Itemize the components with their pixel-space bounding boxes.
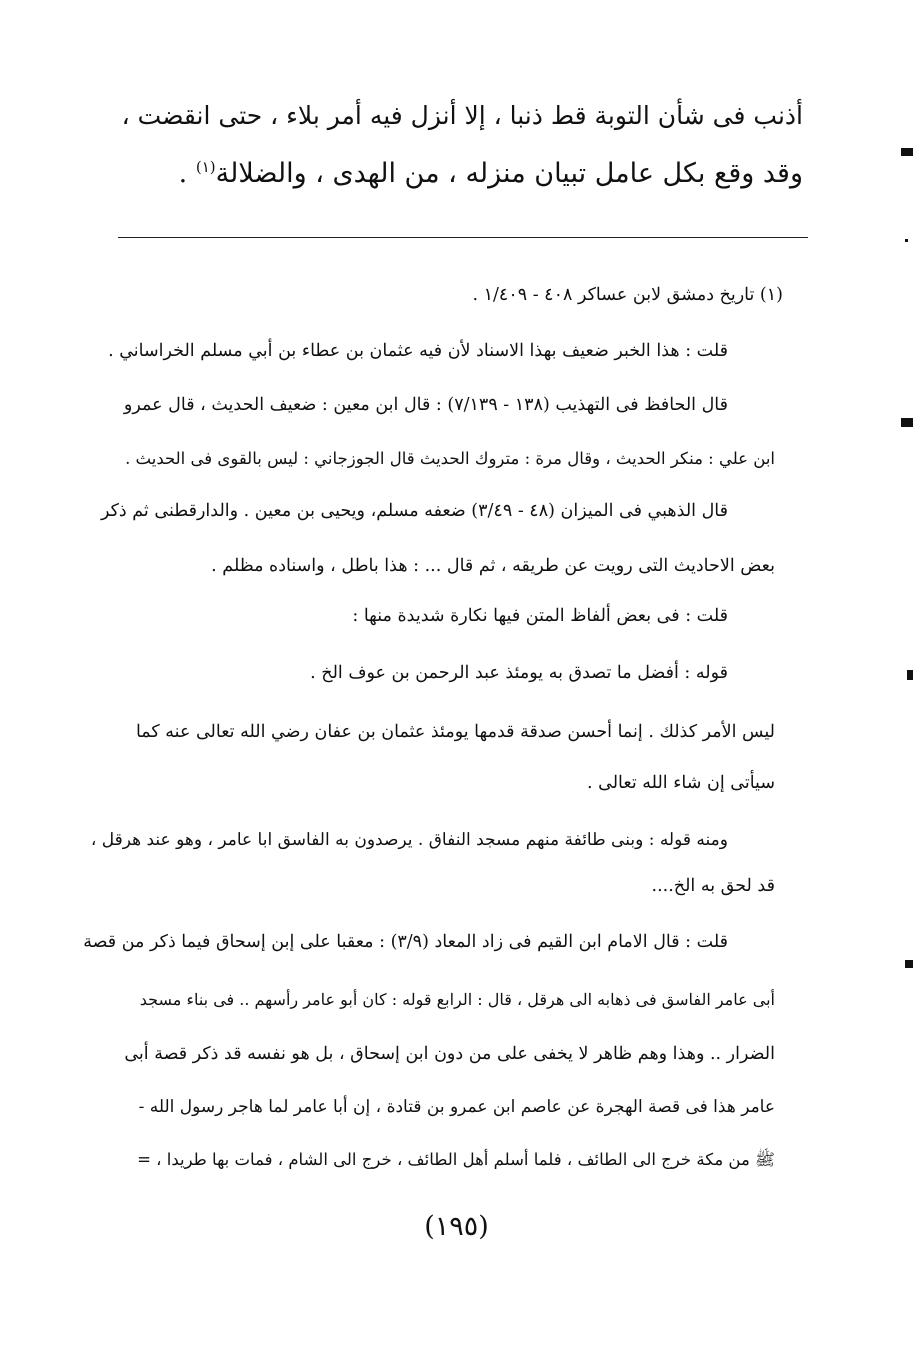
footnote-paragraph-7-line-1: ومنه قوله : وبنى طائفة منهم مسجد النفاق . يرصدون به الفاسق ابا عامر ، وهو عند هرقل ، bbox=[90, 830, 728, 850]
footnote-paragraph-6-line-1: ليس الأمر كذلك . إنما أحسن صدقة قدمها يومئذ عثمان بن عفان رضي الله تعالى عنه كما bbox=[135, 722, 775, 742]
footnote-paragraph-1: قلت : هذا الخبر ضعيف بهذا الاسناد لأن فيه عثمان بن عطاء بن أبي مسلم الخراساني . bbox=[108, 341, 728, 361]
footnote-paragraph-8-line-4: عامر هذا فى قصة الهجرة عن عاصم ابن عمرو بن قتادة ، إن أبا عامر لما هاجر رسول الله - bbox=[138, 1097, 775, 1117]
scan-edge-mark bbox=[901, 148, 913, 156]
main-text-line-1: أذنب فى شأن التوبة قط ذنبا ، إلا أنزل فيه أمر بلاء ، حتى انقضت ، bbox=[121, 101, 803, 130]
footnote-paragraph-3-line-2: بعض الاحاديث التى رويت عن طريقه ، ثم قال ... : هذا باطل ، واسناده مظلم . bbox=[211, 556, 775, 576]
footnote-separator-rule bbox=[118, 237, 808, 238]
footnote-paragraph-2-line-2: ابن علي : منكر الحديث ، وقال مرة : متروك الحديث قال الجوزجاني : ليس بالقوى فى الحديث . bbox=[125, 449, 775, 468]
main-text-line-2-body: وقد وقع بكل عامل تبيان منزله ، من الهدى ، والضلالة bbox=[215, 158, 803, 189]
scan-speck bbox=[905, 239, 908, 242]
main-text-line-2-end: . bbox=[178, 158, 196, 189]
main-text-line-2 bbox=[113, 158, 803, 189]
scan-edge-mark bbox=[905, 960, 913, 968]
footnote-reference: (١) bbox=[195, 158, 216, 176]
footnote-paragraph-8-line-3: الضرار .. وهذا وهم ظاهر لا يخفى على من دون ابن إسحاق ، بل هو نفسه قد ذكر قصة أبى bbox=[124, 1044, 775, 1064]
footnote-paragraph-8-line-2: أبى عامر الفاسق فى ذهابه الى هرقل ، قال : الرابع قوله : كان أبو عامر رأسهم .. فى بناء مسجد bbox=[139, 990, 775, 1009]
footnote-paragraph-2-line-1: قال الحافظ فى التهذيب (١٣٨ - ٧/١٣٩) : قال ابن معين : ضعيف الحديث ، قال عمرو bbox=[123, 395, 728, 415]
scan-edge-mark bbox=[901, 418, 913, 427]
footnote-paragraph-4: قلت : فى بعض ألفاظ المتن فيها نكارة شديدة منها : bbox=[352, 606, 728, 626]
footnote-paragraph-8-line-5: ﷺ من مكة خرج الى الطائف ، فلما أسلم أهل الطائف ، خرج الى الشام ، فمات بها طريدا ، = bbox=[137, 1150, 775, 1169]
scan-edge-mark bbox=[907, 670, 913, 680]
footnote-1-source: (١) تاريخ دمشق لابن عساكر ٤٠٨ - ١/٤٠٩ . bbox=[472, 285, 783, 305]
footnote-paragraph-3-line-1: قال الذهبي فى الميزان (٤٨ - ٣/٤٩) ضعفه مسلم، ويحيى بن معين . والدارقطنى ثم ذكر bbox=[100, 501, 728, 521]
footnote-paragraph-7-line-2: قد لحق به الخ.... bbox=[651, 876, 775, 896]
footnote-paragraph-5: قوله : أفضل ما تصدق به يومئذ عبد الرحمن بن عوف الخ . bbox=[310, 663, 728, 683]
footnote-paragraph-8-line-1: قلت : قال الامام ابن القيم فى زاد المعاد (٣/٩) : معقبا على إبن إسحاق فيما ذكر من قصة bbox=[83, 932, 728, 952]
footnote-paragraph-6-line-2: سيأتى إن شاء الله تعالى . bbox=[587, 773, 775, 793]
page-number: (١٩٥) bbox=[424, 1211, 489, 1242]
